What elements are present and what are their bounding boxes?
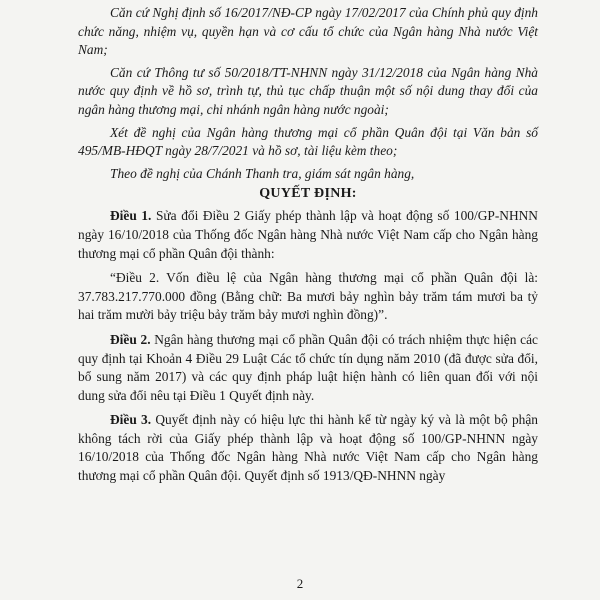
- basis-inspector: Theo đề nghị của Chánh Thanh tra, giám sát ngân hàng,: [110, 165, 415, 181]
- article-1: [78, 207, 538, 263]
- article-1-label: Điều 1.: [110, 208, 152, 224]
- article-3-text: Quyết định này có hiệu lực thi hành kể từ ngày ký và là một bộ phận không tách rời của Giấy phép thành lập và hoạt động số 100/GP-NHNN ngày 16/10/2018 của Thống đốc Ngân hàng Nhà nước Việt Nam cấp cho Ngân hàng thương mại cổ phần Quân đội. Quyết định số 1913/QĐ-NHNN ngày: [78, 412, 538, 484]
- basis-circular: Căn cứ Thông tư số 50/2018/TT-NHNN ngày 31/12/2018 của Ngân hàng Nhà nước quy định về hồ sơ, trình tự, thủ tục chấp thuận một số nội dung thay đổi của ngân hàng thương mại, chi nhánh ngân hàng nước ngoài;: [78, 64, 538, 117]
- decision-heading: QUYẾT ĐỊNH:: [259, 186, 357, 202]
- page-number: 2: [296, 576, 304, 591]
- article-2-label: Điều 2.: [110, 331, 151, 347]
- article-2: [78, 331, 538, 405]
- article-1-text: Sửa đổi Điều 2 Giấy phép thành lập và hoạt động số 100/GP-NHNN ngày 16/10/2018 của Thống đốc Ngân hàng Nhà nước Việt Nam cấp cho Ngân hàng thương mại cổ phần Quân đội thành:: [78, 208, 538, 261]
- basis-decree: Căn cứ Nghị định số 16/2017/NĐ-CP ngày 17/02/2017 của Chính phủ quy định chức năng, nhiệm vụ, quyền hạn và cơ cấu tổ chức của Ngân hàng Nhà nước Việt Nam;: [78, 5, 538, 58]
- article-1-quote: “Điều 2. Vốn điều lệ của Ngân hàng thương mại cổ phần Quân đội là: 37.783.217.770.000 đồng (Bằng chữ: Ba mươi bảy nghìn bảy trăm tám mươi ba tỷ hai trăm mười bảy triệu bảy trăm bảy mươi nghìn đồng)”.: [78, 270, 538, 323]
- article-3: [78, 411, 538, 485]
- article-2-text: Ngân hàng thương mại cổ phần Quân đội có trách nhiệm thực hiện các quy định tại Khoản 4 Điều 29 Luật Các tổ chức tín dụng năm 2010 (đã được sửa đổi, bổ sung năm 2017) và các quy định pháp luật hiện hành có liên quan đối với nội dung sửa đổi nêu tại Điều 1 Quyết định này.: [78, 331, 538, 403]
- article-3-label: Điều 3.: [110, 412, 152, 428]
- basis-proposal: Xét đề nghị của Ngân hàng thương mại cổ phần Quân đội tại Văn bản số 495/MB-HĐQT ngày 28/7/2021 và hồ sơ, tài liệu kèm theo;: [78, 124, 538, 159]
- legal-basis-section: [78, 4, 538, 183]
